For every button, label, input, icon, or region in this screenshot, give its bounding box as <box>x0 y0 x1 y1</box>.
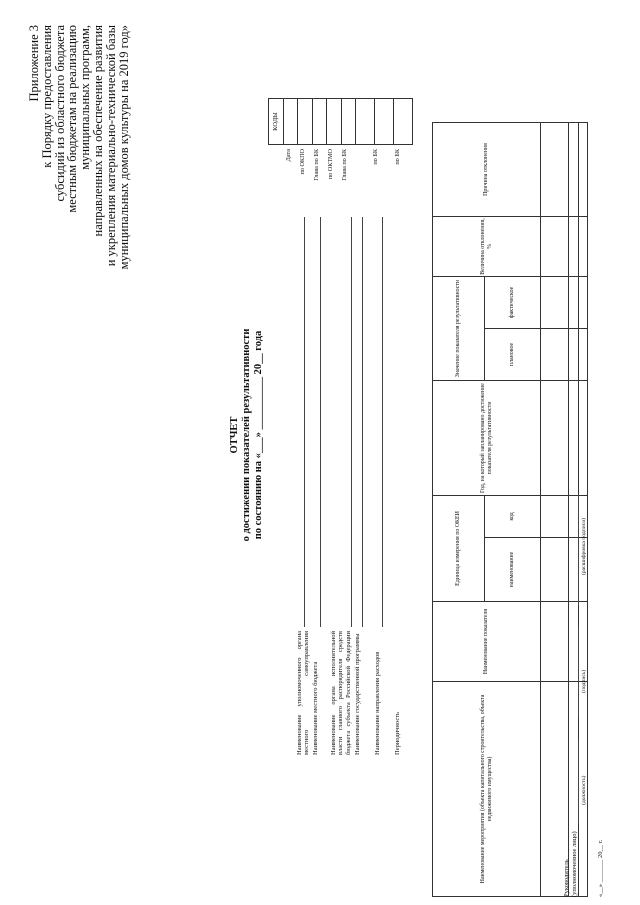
report-title: ОТЧЕТ <box>229 416 240 454</box>
table-cell[interactable] <box>579 123 588 217</box>
table-cell[interactable] <box>579 329 588 381</box>
code-label-glava-bk-2: Глава по БК <box>341 149 348 181</box>
code-cell-glava-bk-2[interactable] <box>341 99 356 145</box>
appendix-line: к Порядку предоставления <box>39 25 54 168</box>
table-cell[interactable] <box>541 538 569 602</box>
appendix-line: местным бюджетам на реализацию <box>65 25 80 213</box>
table-cell[interactable] <box>541 217 569 277</box>
col-header-unit-name: наименование <box>485 538 541 602</box>
report-date: по состоянию на «___» __________ 20__ года <box>253 330 264 540</box>
signature-date: «__» _______ 20__ г. <box>597 839 604 897</box>
field-label-program: Наименование государственной программы <box>354 633 361 755</box>
table-cell[interactable] <box>579 381 588 496</box>
signature-line-position[interactable] <box>578 741 579 823</box>
field-line-executive[interactable] <box>351 217 352 627</box>
appendix-header <box>28 25 130 305</box>
col-header-unit: Единица измерения по ОКЕИ <box>433 496 485 602</box>
appendix-line: и укрепления материально-технической базы <box>103 25 118 267</box>
table-cell[interactable] <box>579 217 588 277</box>
table-row <box>569 123 579 897</box>
indicators-table <box>432 122 588 897</box>
table-cell[interactable] <box>541 123 569 217</box>
col-header-unit-code: код <box>485 496 541 538</box>
code-cell-bk-2[interactable] <box>375 99 394 145</box>
field-line-program[interactable] <box>362 217 363 627</box>
table-cell[interactable] <box>569 277 579 329</box>
codes-header: КОДЫ <box>269 99 284 145</box>
col-header-reason: Причина отклонения <box>433 123 541 217</box>
field-label-budget: Наименование местного бюджета <box>312 661 319 755</box>
col-header-value: Значение показателя результативности <box>433 277 485 381</box>
caption-sign: (подпись) <box>581 669 587 693</box>
table-cell[interactable] <box>541 277 569 329</box>
table-cell[interactable] <box>569 123 579 217</box>
table-cell[interactable] <box>569 538 579 602</box>
code-label-oktmo: по ОКТМО <box>327 149 334 180</box>
table-cell[interactable] <box>541 381 569 496</box>
field-line-budget[interactable] <box>320 217 321 627</box>
table-cell[interactable] <box>569 602 579 682</box>
field-label-authority: Наименование уполномоченного органа местного самоуправления <box>296 631 311 755</box>
code-cell-okpo[interactable] <box>298 99 313 145</box>
caption-name: (расшифровка подписи) <box>581 517 587 575</box>
table-cell[interactable] <box>569 496 579 538</box>
signature-head-label: Руководитель <box>563 859 570 897</box>
table-cell[interactable] <box>541 602 569 682</box>
signature-line-sign[interactable] <box>578 627 579 717</box>
signature-line-name[interactable] <box>578 495 579 605</box>
code-label-bk: по БК <box>372 149 379 165</box>
codes-table <box>268 98 413 145</box>
appendix-line: направленных на обеспечение развития <box>90 25 105 237</box>
col-header-indicator: Наименование показателя <box>433 602 541 682</box>
table-cell[interactable] <box>569 381 579 496</box>
appendix-line: муниципальных домов культуры на 2019 год» <box>116 25 131 270</box>
code-label-okpo: по ОКПО <box>299 149 306 175</box>
table-cell[interactable] <box>569 217 579 277</box>
signature-head-sub: (уполномоченное лицо) <box>571 831 578 897</box>
code-label-date: Дата <box>285 149 292 162</box>
code-cell-empty[interactable] <box>394 99 413 145</box>
code-cell-date[interactable] <box>283 99 298 145</box>
col-header-year: Год, на который запланировано достижение показателя результативности <box>433 381 541 496</box>
field-line-direction[interactable] <box>382 217 383 627</box>
col-header-deviation: Величина отклонения, % <box>433 217 541 277</box>
caption-position: (должность) <box>581 775 587 805</box>
code-cell-glava-bk[interactable] <box>312 99 327 145</box>
table-row <box>541 123 569 897</box>
appendix-line: субсидий из областного бюджета <box>52 25 67 202</box>
field-line-authority[interactable] <box>304 217 305 627</box>
report-subtitle: о достижении показателей результативности <box>241 328 252 542</box>
code-cell-bk[interactable] <box>356 99 375 145</box>
col-header-event: Наименование мероприятия (объекта капитального строительства, объекта недвижимого имущества) <box>433 682 541 897</box>
code-label-bk-2: по БК <box>394 149 401 165</box>
table-cell[interactable] <box>541 329 569 381</box>
appendix-line: Приложение 3 <box>27 25 41 102</box>
code-cell-oktmo[interactable] <box>327 99 342 145</box>
field-label-periodicity: Периодичность <box>394 711 401 755</box>
appendix-line: муниципальных программ, <box>78 25 93 170</box>
field-label-direction: Наименование направления расходов <box>374 651 381 755</box>
col-header-plan: плановое <box>485 329 541 381</box>
field-label-executive: Наименование органа исполнительной власти главного распорядителя средств бюджета субъекта Российской Федерации <box>330 631 352 755</box>
table-cell[interactable] <box>579 277 588 329</box>
code-label-glava-bk: Глава по БК <box>313 149 320 181</box>
col-header-actual: фактическое <box>485 277 541 329</box>
table-cell[interactable] <box>541 496 569 538</box>
report-title-block <box>229 265 265 605</box>
table-cell[interactable] <box>569 329 579 381</box>
